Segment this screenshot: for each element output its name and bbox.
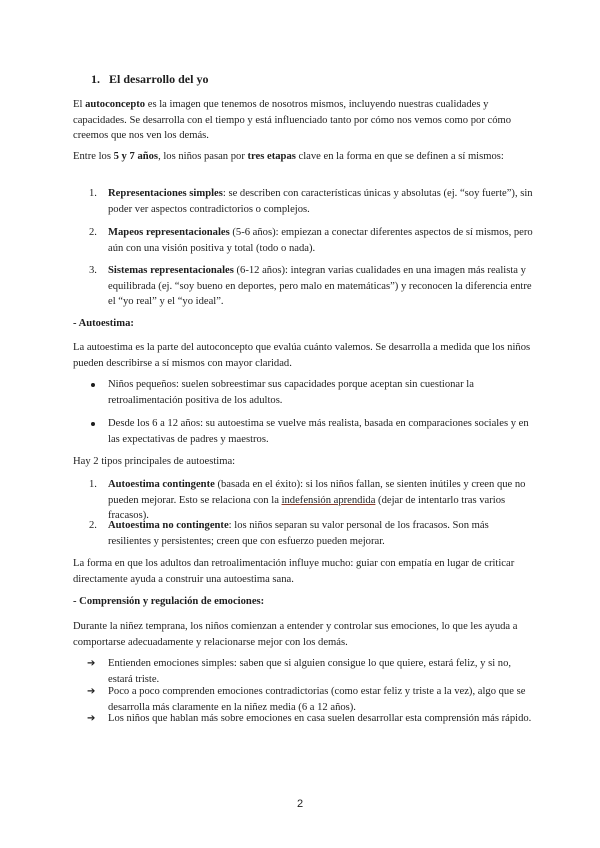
list-item: ➔ Poco a poco comprenden emociones contradictorias (como estar feliz y triste a la vez), algo que se desarrolla más claramente en la niñez media (6 a 12 años). (87, 686, 526, 713)
autoestima-paragraph-3: La forma en que los adultos dan retroalimentación influye mucho: guiar con empatía en lugar de criticar directamente ayuda a construir una autoestima sana. (73, 558, 515, 585)
list-item: ➔ Los niños que hablan más sobre emociones en casa suelen desarrollar esta comprensión más rápido. (108, 711, 533, 727)
intro-paragraph-1: El autoconcepto es la imagen que tenemos de nosotros mismos, incluyendo nuestras cualidades y capacidades. Se desarrolla con el tiempo y está influenciado tanto por cómo nos vemos como por cómo creemos que nos ven los demás. (73, 99, 512, 141)
arrow-right-icon: ➔ (87, 658, 96, 669)
section-heading: 1. El desarrollo del yo (91, 72, 209, 86)
autoestima-paragraph-1: La autoestima es la parte del autoconcepto que evalúa cuánto valemos. Se desarrolla a medida que los niños pueden describirse a sí mismos con mayor claridad. (73, 342, 531, 369)
autoestima-paragraph-2: Hay 2 tipos principales de autoestima: (73, 456, 236, 467)
arrow-right-icon: ➔ (87, 713, 96, 724)
arrow-right-icon: ➔ (87, 686, 96, 697)
emociones-paragraph-1: Durante la niñez temprana, los niños comienzan a entender y controlar sus emociones, lo que les ayuda a comportarse adecuadamente y relacionarse mejor con los demás. (73, 621, 518, 648)
underlined-term: indefensión aprendida (281, 494, 376, 506)
bullet-icon (91, 422, 95, 426)
emociones-heading: - Comprensión y regulación de emociones: (73, 596, 265, 607)
page-number: 2 (296, 798, 304, 810)
list-item: Niños pequeños: suelen sobreestimar sus capacidades porque aceptan sin cuestionar la retroalimentación positiva de los adultos. (108, 377, 533, 408)
list-item: ➔ Entienden emociones simples: saben que si alguien consigue lo que quiere, estará feliz, y si no, estará triste. (87, 658, 512, 685)
list-item: 2. Autoestima no contingente: los niños separan su valor personal de los fracasos. Son más resilientes y persistentes; creen que con esfuerzo pueden mejorar. (89, 520, 489, 547)
list-item: 1. Representaciones simples: se describen con características únicas y absolutas (ej. “soy fuerte”), sin poder ver aspectos contradictorios o complejos. (89, 188, 533, 215)
intro-paragraph-2: Entre los 5 y 7 años, los niños pasan por tres etapas clave en la forma en que se definen a sí mismos: (73, 151, 504, 162)
autoestima-heading: - Autoestima: (73, 318, 134, 329)
list-item: 2. Mapeos representacionales (5-6 años): empiezan a conectar diferentes aspectos de sí mismos, pero aún con una visión positiva y total (todo o nada). (89, 227, 533, 254)
list-item: 1. Autoestima contingente (basada en el éxito): si los niños fallan, se sienten inútiles y creen que no pueden mejorar. Esto se relaciona con la indefensión aprendida (dejar de intentarlo tras varios fracasos). (89, 479, 526, 521)
list-item: Desde los 6 a 12 años: su autoestima se vuelve más realista, basada en comparaciones sociales y en las expectativas de padres y maestros. (108, 416, 533, 447)
bullet-icon (91, 383, 95, 387)
list-item: 3. Sistemas representacionales (6-12 años): integran varias cualidades en una imagen más realista y equilibrada (ej. “soy bueno en deportes, pero malo en matemáticas”) y reconocen la diferencia entre el “yo real” y el “yo ideal”. (89, 265, 532, 307)
